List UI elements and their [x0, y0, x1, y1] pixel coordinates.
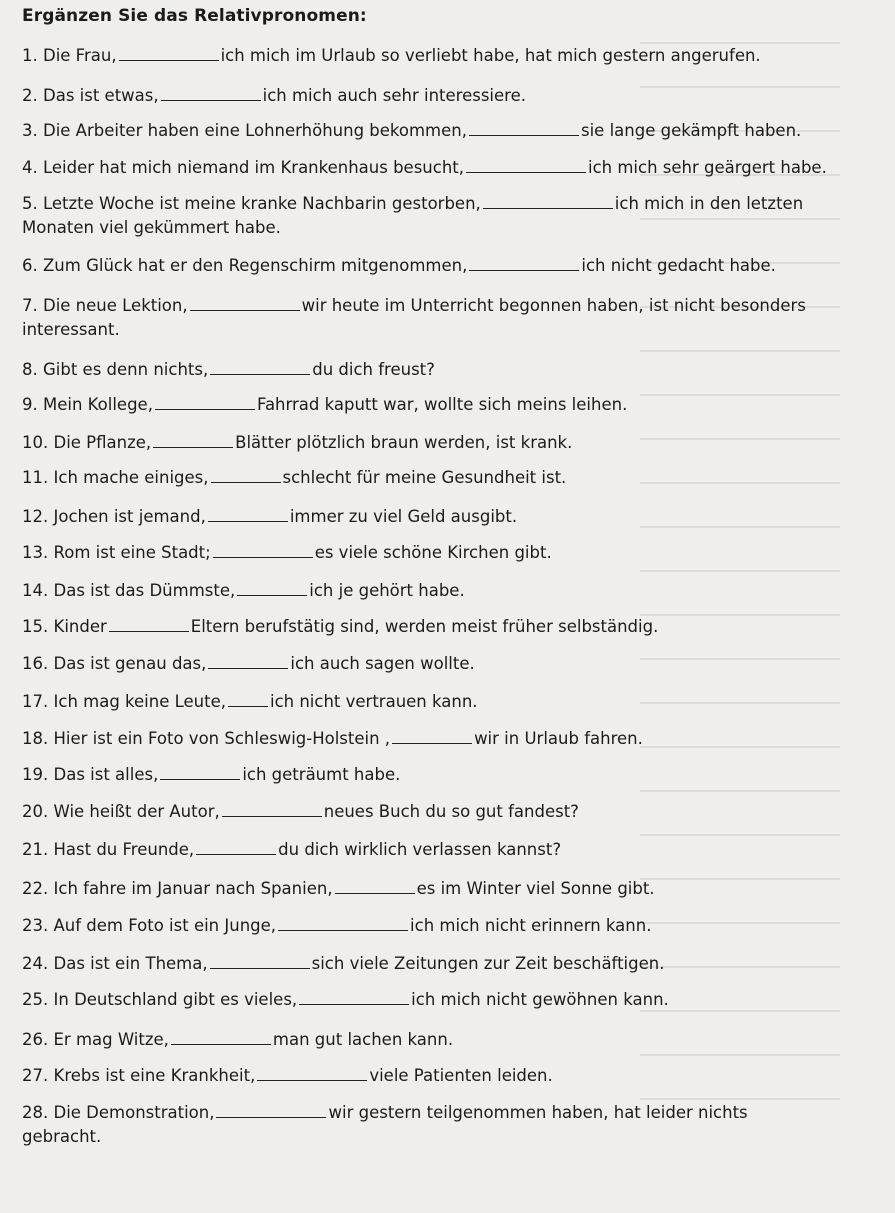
- item-text-after: ich mich auch sehr interessiere.: [262, 86, 526, 105]
- item-text-after: ich mich nicht erinnern kann.: [410, 916, 652, 935]
- exercise-item: [22, 1103, 748, 1122]
- item-text-before: Wie heißt der Autor,: [53, 802, 220, 821]
- item-text-before: In Deutschland gibt es vieles,: [53, 990, 298, 1009]
- item-text-before: Ich mache einiges,: [53, 468, 209, 487]
- item-text-after: immer zu viel Geld ausgibt.: [289, 507, 518, 526]
- item-text-before: Hast du Freunde,: [53, 840, 195, 859]
- answer-blank[interactable]: [228, 692, 268, 707]
- item-number: 17.: [22, 692, 54, 711]
- item-text-after: ich auch sagen wollte.: [290, 654, 475, 673]
- exercise-item: [22, 729, 643, 748]
- item-text-after: ich je gehört habe.: [309, 581, 465, 600]
- answer-blank[interactable]: [196, 840, 276, 855]
- item-text-after: ich mich in den letzten: [614, 194, 804, 213]
- item-number: 16.: [22, 654, 54, 673]
- item-number: 21.: [22, 840, 54, 859]
- exercise-item: [22, 581, 465, 600]
- answer-blank[interactable]: [278, 916, 408, 931]
- item-text-after: ich mich im Urlaub so verliebt habe, hat mich gestern angerufen.: [220, 46, 761, 65]
- item-number: 18.: [22, 729, 54, 748]
- answer-blank[interactable]: [392, 729, 472, 744]
- item-text-after: schlecht für meine Gesundheit ist.: [282, 468, 567, 487]
- item-text-before: Hier ist ein Foto von Schleswig-Holstein ,: [53, 729, 391, 748]
- exercise-item: [22, 158, 827, 177]
- item-text-after: man gut lachen kann.: [272, 1030, 454, 1049]
- answer-blank[interactable]: [466, 158, 586, 173]
- exercise-item: [22, 121, 801, 140]
- item-text-before: Die Pflanze,: [53, 433, 152, 452]
- answer-blank[interactable]: [119, 46, 219, 61]
- item-text-before: Letzte Woche ist meine kranke Nachbarin gestorben,: [43, 194, 481, 213]
- item-text-after: ich geträumt habe.: [242, 765, 401, 784]
- exercise-item: [22, 468, 566, 487]
- item-text-continuation: Monaten viel gekümmert habe.: [22, 218, 281, 237]
- item-text-before: Ich fahre im Januar nach Spanien,: [53, 879, 333, 898]
- answer-blank[interactable]: [257, 1066, 367, 1081]
- answer-blank[interactable]: [109, 617, 189, 632]
- answer-blank[interactable]: [237, 581, 307, 596]
- answer-blank[interactable]: [210, 954, 310, 969]
- answer-blank[interactable]: [161, 86, 261, 101]
- answer-blank[interactable]: [335, 879, 415, 894]
- item-number: 20.: [22, 802, 54, 821]
- exercise-item: [22, 990, 669, 1009]
- answer-blank[interactable]: [222, 802, 322, 817]
- exercise-item: [22, 879, 655, 898]
- exercise-item: [22, 654, 475, 673]
- answer-blank[interactable]: [208, 507, 288, 522]
- item-text-after: ich nicht vertrauen kann.: [269, 692, 478, 711]
- item-text-after: es im Winter viel Sonne gibt.: [416, 879, 655, 898]
- item-text-before: Das ist alles,: [53, 765, 159, 784]
- exercise-item: [22, 507, 517, 526]
- item-text-before: Zum Glück hat er den Regenschirm mitgenommen,: [43, 256, 468, 275]
- item-text-before: Ich mag keine Leute,: [53, 692, 226, 711]
- item-number: 23.: [22, 916, 54, 935]
- item-number: 14.: [22, 581, 54, 600]
- item-text-before: Die Frau,: [43, 46, 117, 65]
- answer-blank[interactable]: [211, 468, 281, 483]
- exercise-item: [22, 46, 761, 65]
- exercise-item: [22, 840, 561, 859]
- item-number: 26.: [22, 1030, 54, 1049]
- item-text-before: Die neue Lektion,: [43, 296, 188, 315]
- item-number: 7.: [22, 296, 43, 315]
- worksheet-title: Ergänzen Sie das Relativpronomen:: [22, 6, 367, 26]
- item-number: 22.: [22, 879, 54, 898]
- item-text-after: ich mich nicht gewöhnen kann.: [411, 990, 669, 1009]
- item-text-before: Kinder: [53, 617, 107, 636]
- answer-blank[interactable]: [216, 1103, 326, 1118]
- item-number: 10.: [22, 433, 54, 452]
- answer-blank[interactable]: [208, 654, 288, 669]
- item-text-after: wir gestern teilgenommen haben, hat leider nichts: [328, 1103, 748, 1122]
- answer-blank[interactable]: [483, 194, 613, 209]
- item-text-after: ich mich sehr geärgert habe.: [588, 158, 827, 177]
- item-text-after: Fahrrad kaputt war, wollte sich meins leihen.: [256, 395, 628, 414]
- item-number: 3.: [22, 121, 43, 140]
- exercise-item: [22, 617, 658, 636]
- item-text-after: ich nicht gedacht habe.: [581, 256, 776, 275]
- item-text-before: Die Demonstration,: [53, 1103, 215, 1122]
- item-text-before: Das ist genau das,: [53, 654, 207, 673]
- item-number: 15.: [22, 617, 54, 636]
- item-text-before: Er mag Witze,: [53, 1030, 169, 1049]
- exercise-item: [22, 433, 572, 452]
- show-through-text: [640, 20, 840, 1120]
- item-text-before: Krebs ist eine Krankheit,: [53, 1066, 256, 1085]
- item-number: 25.: [22, 990, 54, 1009]
- item-text-after: es viele schöne Kirchen gibt.: [314, 543, 552, 562]
- item-number: 4.: [22, 158, 43, 177]
- item-text-continuation: interessant.: [22, 320, 120, 339]
- item-text-after: Blätter plötzlich braun werden, ist krank.: [235, 433, 573, 452]
- exercise-item: [22, 296, 806, 315]
- exercise-item: [22, 1030, 453, 1049]
- item-number: 28.: [22, 1103, 54, 1122]
- answer-blank[interactable]: [160, 765, 240, 780]
- item-text-before: Rom ist eine Stadt;: [53, 543, 211, 562]
- answer-blank[interactable]: [469, 121, 579, 136]
- item-number: 6.: [22, 256, 43, 275]
- item-number: 24.: [22, 954, 54, 973]
- item-number: 11.: [22, 468, 54, 487]
- item-text-before: Mein Kollege,: [43, 395, 153, 414]
- answer-blank[interactable]: [210, 360, 310, 375]
- exercise-item: [22, 256, 776, 275]
- exercise-item: [22, 360, 435, 379]
- item-text-continuation: gebracht.: [22, 1127, 102, 1146]
- answer-blank[interactable]: [171, 1030, 271, 1045]
- item-text-after: wir in Urlaub fahren.: [474, 729, 643, 748]
- item-text-before: Jochen ist jemand,: [53, 507, 206, 526]
- exercise-item: [22, 692, 478, 711]
- exercise-item: [22, 1066, 553, 1085]
- item-text-before: Das ist das Dümmste,: [53, 581, 236, 600]
- exercise-item: [22, 543, 552, 562]
- item-text-before: Auf dem Foto ist ein Junge,: [53, 916, 277, 935]
- exercise-item: [22, 802, 579, 821]
- answer-blank[interactable]: [213, 543, 313, 558]
- answer-blank[interactable]: [299, 990, 409, 1005]
- item-text-before: Die Arbeiter haben eine Lohnerhöhung bekommen,: [43, 121, 467, 140]
- exercise-item: [22, 916, 651, 935]
- item-number: 19.: [22, 765, 54, 784]
- answer-blank[interactable]: [155, 395, 255, 410]
- item-number: 27.: [22, 1066, 54, 1085]
- exercise-item: [22, 765, 400, 784]
- exercise-item: [22, 954, 664, 973]
- item-number: 8.: [22, 360, 43, 379]
- item-text-after: Eltern berufstätig sind, werden meist früher selbständig.: [190, 617, 659, 636]
- item-text-after: sie lange gekämpft haben.: [581, 121, 802, 140]
- item-text-after: sich viele Zeitungen zur Zeit beschäftigen.: [311, 954, 665, 973]
- item-text-before: Leider hat mich niemand im Krankenhaus besucht,: [43, 158, 464, 177]
- answer-blank[interactable]: [469, 256, 579, 271]
- item-text-after: neues Buch du so gut fandest?: [323, 802, 579, 821]
- item-text-after: du dich wirklich verlassen kannst?: [278, 840, 562, 859]
- item-text-after: wir heute im Unterricht begonnen haben, ist nicht besonders: [301, 296, 806, 315]
- item-text-after: viele Patienten leiden.: [369, 1066, 553, 1085]
- item-text-before: Gibt es denn nichts,: [43, 360, 209, 379]
- exercise-item: [22, 86, 526, 105]
- exercise-item: [22, 395, 627, 414]
- item-number: 2.: [22, 86, 43, 105]
- item-number: 12.: [22, 507, 54, 526]
- answer-blank[interactable]: [190, 296, 300, 311]
- item-text-before: Das ist ein Thema,: [53, 954, 208, 973]
- item-text-after: du dich freust?: [312, 360, 435, 379]
- item-text-before: Das ist etwas,: [43, 86, 159, 105]
- item-number: 9.: [22, 395, 43, 414]
- item-number: 13.: [22, 543, 54, 562]
- item-number: 1.: [22, 46, 43, 65]
- exercise-item: [22, 194, 803, 213]
- answer-blank[interactable]: [153, 433, 233, 448]
- item-number: 5.: [22, 194, 43, 213]
